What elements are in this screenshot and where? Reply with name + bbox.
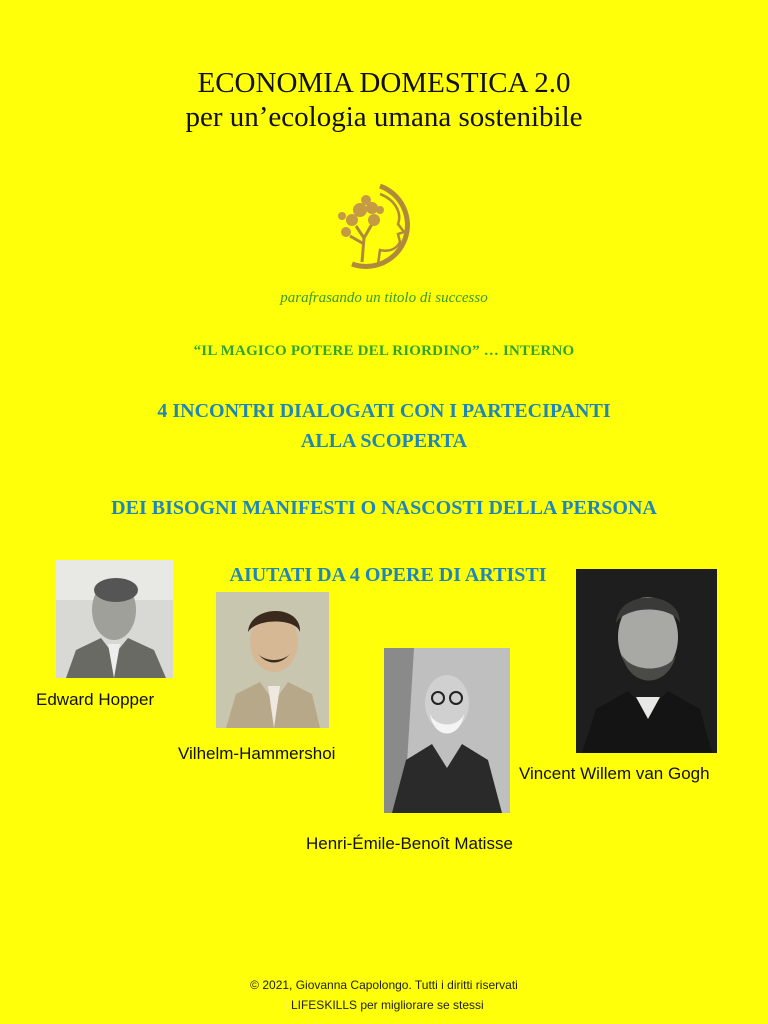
copyright-notice: © 2021, Giovanna Capolongo. Tutti i diritti riservati [250, 978, 518, 992]
intro-line-1: 4 INCONTRI DIALOGATI CON I PARTECIPANTI [157, 400, 611, 422]
artist-name-hammershoi: Vilhelm-Hammershoi [178, 744, 336, 763]
artists-heading: AIUTATI DA 4 OPERE DI ARTISTI [229, 564, 547, 586]
tagline: parafrasando un titolo di successo [280, 290, 488, 306]
intro-heading [0, 396, 768, 456]
hammershoi-photo [216, 592, 329, 728]
hopper-photo [56, 560, 173, 678]
brand-mark: I [284, 998, 288, 1012]
page-title [0, 66, 768, 134]
artist-name-van-gogh: Vincent Willem van Gogh [519, 764, 710, 783]
brand-label: LIFESKILLS per migliorare se stessi [290, 998, 484, 1012]
artist-name-matisse: Henri-Émile-Benoît Matisse [306, 834, 513, 853]
title-line-1: ECONOMIA DOMESTICA 2.0 [197, 67, 571, 99]
matisse-photo [384, 648, 510, 813]
title-line-2: per un’ecologia umana sostenibile [185, 101, 583, 133]
van-gogh-photo [576, 569, 717, 753]
intro-line-2: ALLA SCOPERTA [300, 430, 468, 452]
needs-heading: DEI BISOGNI MANIFESTI O NASCOSTI DELLA PERSONA [111, 497, 657, 519]
footer-brand [0, 998, 768, 1012]
tree-head-logo-icon [322, 180, 414, 272]
artist-name-hopper: Edward Hopper [36, 690, 155, 709]
subtitle: “IL MAGICO POTERE DEL RIORDINO” … INTERNO [193, 343, 575, 359]
